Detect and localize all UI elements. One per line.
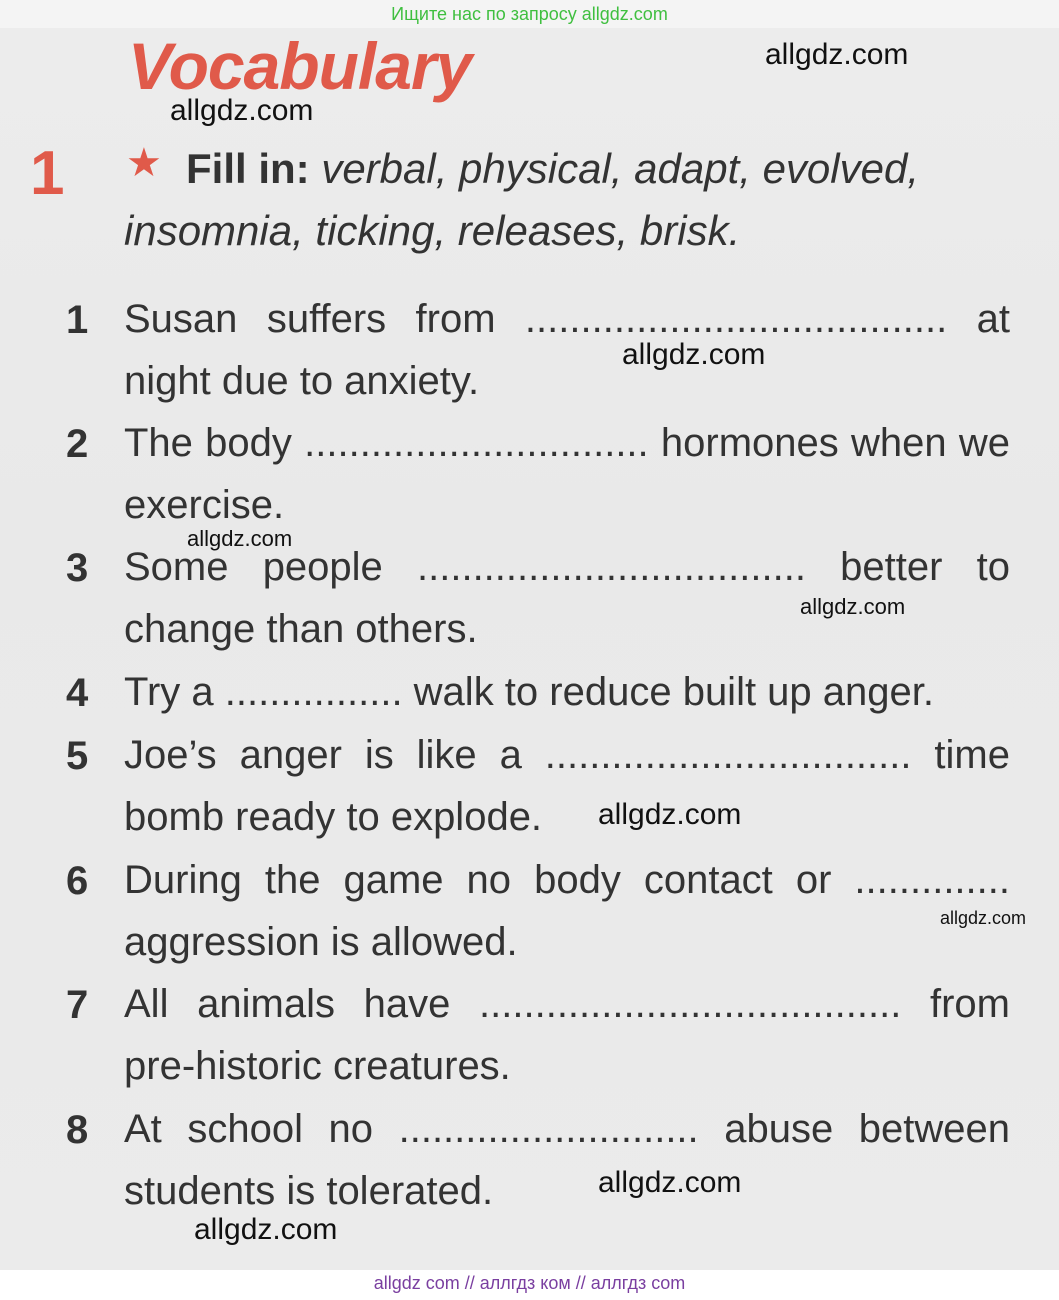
site-watermark: allgdz.com xyxy=(765,38,909,71)
item-number: 8 xyxy=(66,1108,89,1152)
item-text: During the game no body contact or .............. aggression is allowed. xyxy=(124,858,1010,964)
site-watermark: allgdz.com xyxy=(187,526,293,551)
item-number: 6 xyxy=(66,859,89,903)
exercise-instruction xyxy=(124,138,1024,262)
bottom-watermark: allgdz com // аллгдз ком // аллгдз com xyxy=(373,1273,686,1293)
site-watermark: allgdz.com xyxy=(598,798,742,831)
site-watermark: allgdz.com xyxy=(170,94,314,127)
item-text: Joe’s anger is like a ................................. time bomb ready to explode. xyxy=(124,733,1010,839)
item-text: Try a ................ walk to reduce built up anger. xyxy=(124,670,934,714)
top-watermark: Ищите нас по запросу allgdz.com xyxy=(391,4,668,24)
item-number: 3 xyxy=(66,546,89,590)
item-text: All animals have ...................................... from pre-historic creatures. xyxy=(124,982,1010,1088)
item-text: At school no ........................... abuse between students is tolerated. xyxy=(124,1107,1010,1213)
site-watermark: allgdz.com xyxy=(598,1166,742,1199)
item-text: Susan suffers from ...................................... at night due to anxiety. xyxy=(124,297,1010,403)
star-icon: ★ xyxy=(126,141,162,185)
site-watermark: allgdz.com xyxy=(622,338,766,371)
item-number: 1 xyxy=(66,298,89,342)
item-number: 2 xyxy=(66,422,89,466)
item-number: 4 xyxy=(66,671,89,715)
exercise-number: 1 xyxy=(30,139,65,208)
site-watermark: allgdz.com xyxy=(800,594,906,619)
site-watermark: allgdz.com xyxy=(940,908,1027,928)
instruction-words-line1: verbal, physical, adapt, evolved, xyxy=(309,145,920,192)
site-watermark: allgdz.com xyxy=(194,1213,338,1246)
item-number: 7 xyxy=(66,983,89,1027)
item-number: 5 xyxy=(66,734,89,778)
section-title: Vocabulary xyxy=(128,29,472,103)
instruction-label: Fill in: xyxy=(186,145,310,192)
instruction-words-line2: insomnia, ticking, releases, brisk. xyxy=(124,207,741,254)
item-text: Some people ................................... better to change than others. xyxy=(124,545,1010,651)
item-text: The body ............................... hormones when we exercise. xyxy=(124,421,1010,527)
